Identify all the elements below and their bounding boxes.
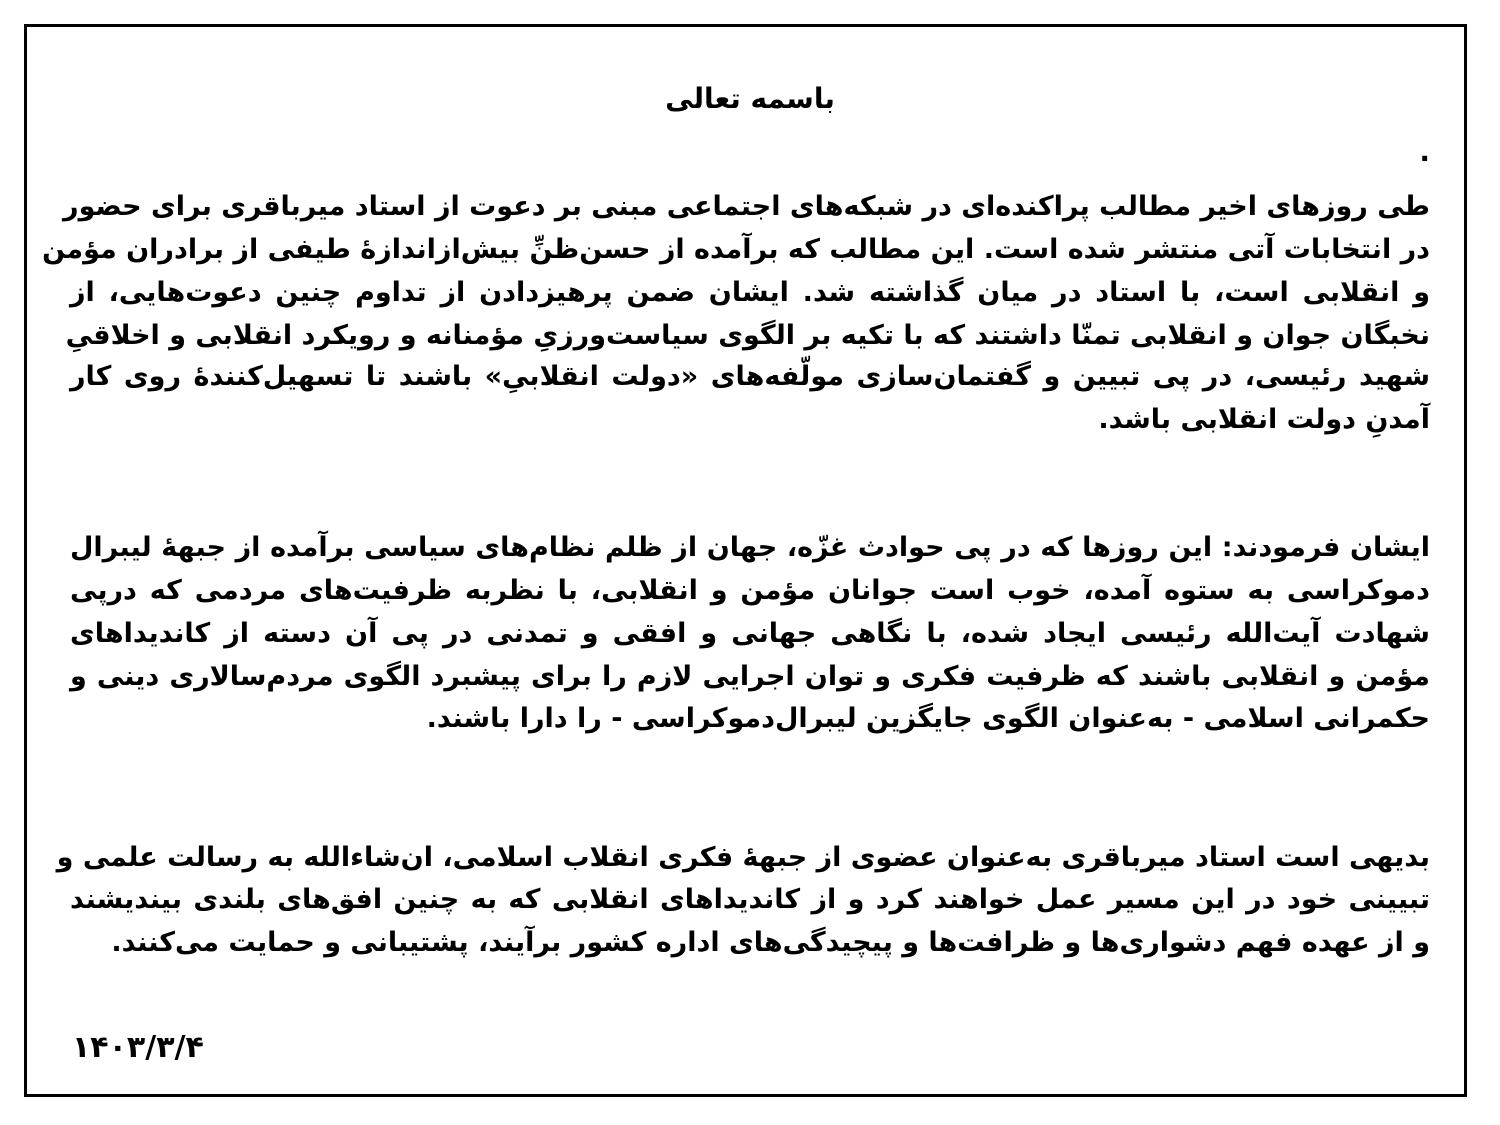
paragraph-1-line: شهید رئیسی، در پی تبیین و گفتمان‌سازی مولّفه‌های «دولت انقلابیِ» باشند تا تسهیل‌کنندۀ روی کار [70,361,1430,392]
paragraph-3-line: و از عهده فهم دشواری‌ها و ظرافت‌ها و پیچیدگی‌های اداره کشور برآیند، پشتیبانی و حمایت می‌کنند. [111,927,1430,958]
paragraph-2-line: حکمرانی اسلامی - به‌عنوان الگوی جایگزین لیبرال‌دموکراسی - را دارا باشند. [426,703,1430,734]
paragraph-1-line: طی روزهای اخیر مطالب پراکنده‌ای در شبکه‌های اجتماعی مبنی بر دعوت از استاد میرباقری برای حضور [63,191,1430,222]
paragraph-2-line: مؤمن و انقلابی باشند که ظرفیت فکری و توان اجرایی لازم را برای پیشبرد الگوی مردم‌سالاری دینی و [70,661,1430,692]
paragraph-3-line: بدیهی است استاد میرباقری به‌عنوان عضوی از جبهۀ فکری انقلاب اسلامی، ان‌شاءالله به رسالت علمی و [56,842,1430,873]
paragraph-1-line: آمدنِ دولت انقلابی باشد. [1098,404,1430,435]
stray-dot: . [1419,135,1430,168]
paragraph-1-line: در انتخابات آتی منتشر شده است. این مطالب که برآمده از حسن‌ظنِّ بیش‌ازاندازۀ طیفی از برادران مؤمن [42,234,1430,265]
paragraph-1-line: و انقلابی است، با استاد در میان گذاشته شد. ایشان ضمن پرهیزدادن از تداوم چنین دعوت‌هایی، از [70,277,1430,308]
document-title: باسمه تعالی [665,82,835,115]
paragraph-2-line: دموکراسی به ستوه آمده، خوب است جوانان مؤمن و انقلابی، با نظربه ظرفیت‌های مردمی که درپی [70,575,1430,606]
paragraph-3-line: تبیینی خود در این مسیر عمل خواهند کرد و از کاندیداهای انقلابی که به چنین افق‌های بلندی بیندیشند [70,884,1430,915]
paragraph-2-line: شهادت آیت‌الله رئیسی ایجاد شده، با نگاهی جهانی و افقی و تمدنی در پی آن دسته از کاندیداهای [70,618,1430,649]
document-date: ۱۴۰۳/۳/۴ [72,1030,204,1065]
paragraph-1-line: نخبگان جوان و انقلابی تمنّا داشتند که با تکیه بر الگوی سیاست‌ورزیِ مؤمنانه و رویکرد انقلابی و اخلاقیِ [65,320,1430,351]
paragraph-2-line: ایشان فرمودند: این روزها که در پی حوادث غزّه، جهان از ظلم نظام‌های سیاسی برآمده از جبهۀ لیبرال [70,532,1430,563]
